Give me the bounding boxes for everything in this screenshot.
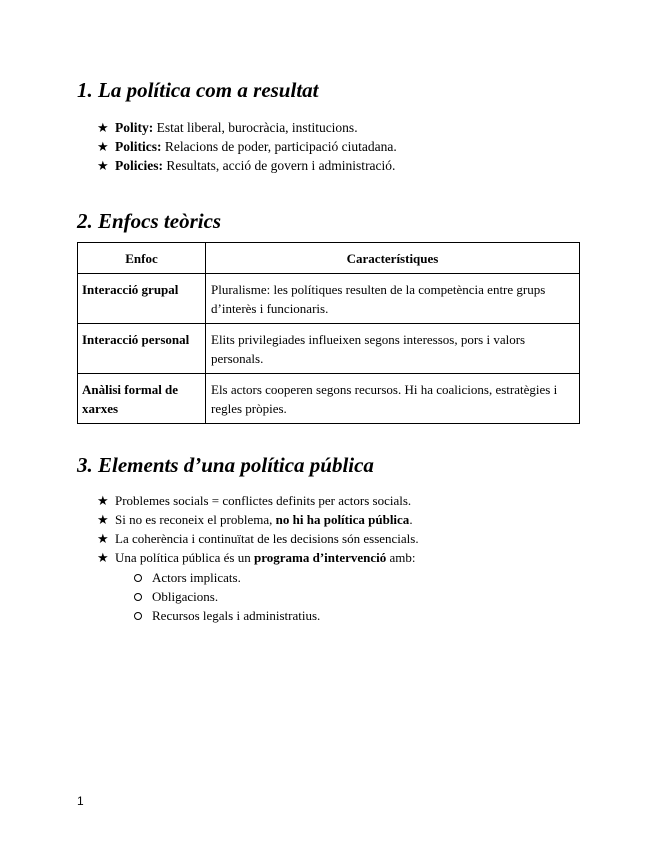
- table-cell-enfoc: Anàlisi formal de xarxes: [78, 374, 206, 424]
- star-icon: ★: [97, 121, 109, 136]
- star-icon: ★: [97, 159, 109, 174]
- table-cell-caract: Pluralisme: les polítiques resulten de la competència entre grups d’interès i funcionaris.: [206, 274, 580, 324]
- star-icon: ★: [97, 513, 109, 528]
- table-row: [78, 324, 580, 374]
- sub-list-item: Actors implicats.: [97, 568, 419, 587]
- circle-bullet-icon: [134, 593, 142, 601]
- table-cell-caract: Elits privilegiades influeixen segons interessos, pors i valors personals.: [206, 324, 580, 374]
- section-1-list: [97, 118, 397, 175]
- sub-list-item: Recursos legals i administratius.: [97, 606, 419, 625]
- star-icon: ★: [97, 551, 109, 566]
- table-cell-caract: Els actors cooperen segons recursos. Hi ha coalicions, estratègies i regles pròpies.: [206, 374, 580, 424]
- list-item: ★ Politics: Relacions de poder, participació ciutadana.: [97, 139, 397, 155]
- list-item: ★ Si no es reconeix el problema, no hi ha política pública.: [97, 512, 413, 528]
- table-row: [78, 374, 580, 424]
- star-icon: ★: [97, 494, 109, 509]
- list-item: ★ Una política pública és un programa d’intervenció amb: Actors implicats. Obligacions. Recursos legals i administratius.: [97, 548, 419, 567]
- sub-list-item: Obligacions.: [97, 587, 419, 606]
- circle-bullet-icon: [134, 574, 142, 582]
- section-1-heading: 1. La política com a resultat: [77, 78, 319, 102]
- list-item: ★ Polity: Estat liberal, burocràcia, institucions.: [97, 120, 358, 136]
- list-item: ★ Problemes socials = conflictes definits per actors socials.: [97, 493, 412, 509]
- star-icon: ★: [97, 532, 109, 547]
- table-header-caracteristiques: Característiques: [206, 243, 580, 274]
- table-cell-enfoc: Interacció personal: [78, 324, 206, 374]
- sub-list: [97, 568, 419, 625]
- table-header-enfoc: Enfoc: [78, 243, 206, 274]
- table-row: [78, 274, 580, 324]
- section-2-heading: 2. Enfocs teòrics: [77, 209, 222, 233]
- section-3-list: [97, 491, 419, 623]
- table-header-row: [78, 243, 580, 274]
- star-icon: ★: [97, 140, 109, 155]
- page-number: 1: [77, 794, 84, 808]
- section-3-heading: 3. Elements d’una política pública: [77, 453, 374, 477]
- list-item: ★ Policies: Resultats, acció de govern i administració.: [97, 158, 396, 174]
- circle-bullet-icon: [134, 612, 142, 620]
- table-cell-enfoc: Interacció grupal: [78, 274, 206, 324]
- list-item: ★ La coherència i continuïtat de les decisions són essencials.: [97, 531, 419, 547]
- theories-table: [77, 242, 580, 424]
